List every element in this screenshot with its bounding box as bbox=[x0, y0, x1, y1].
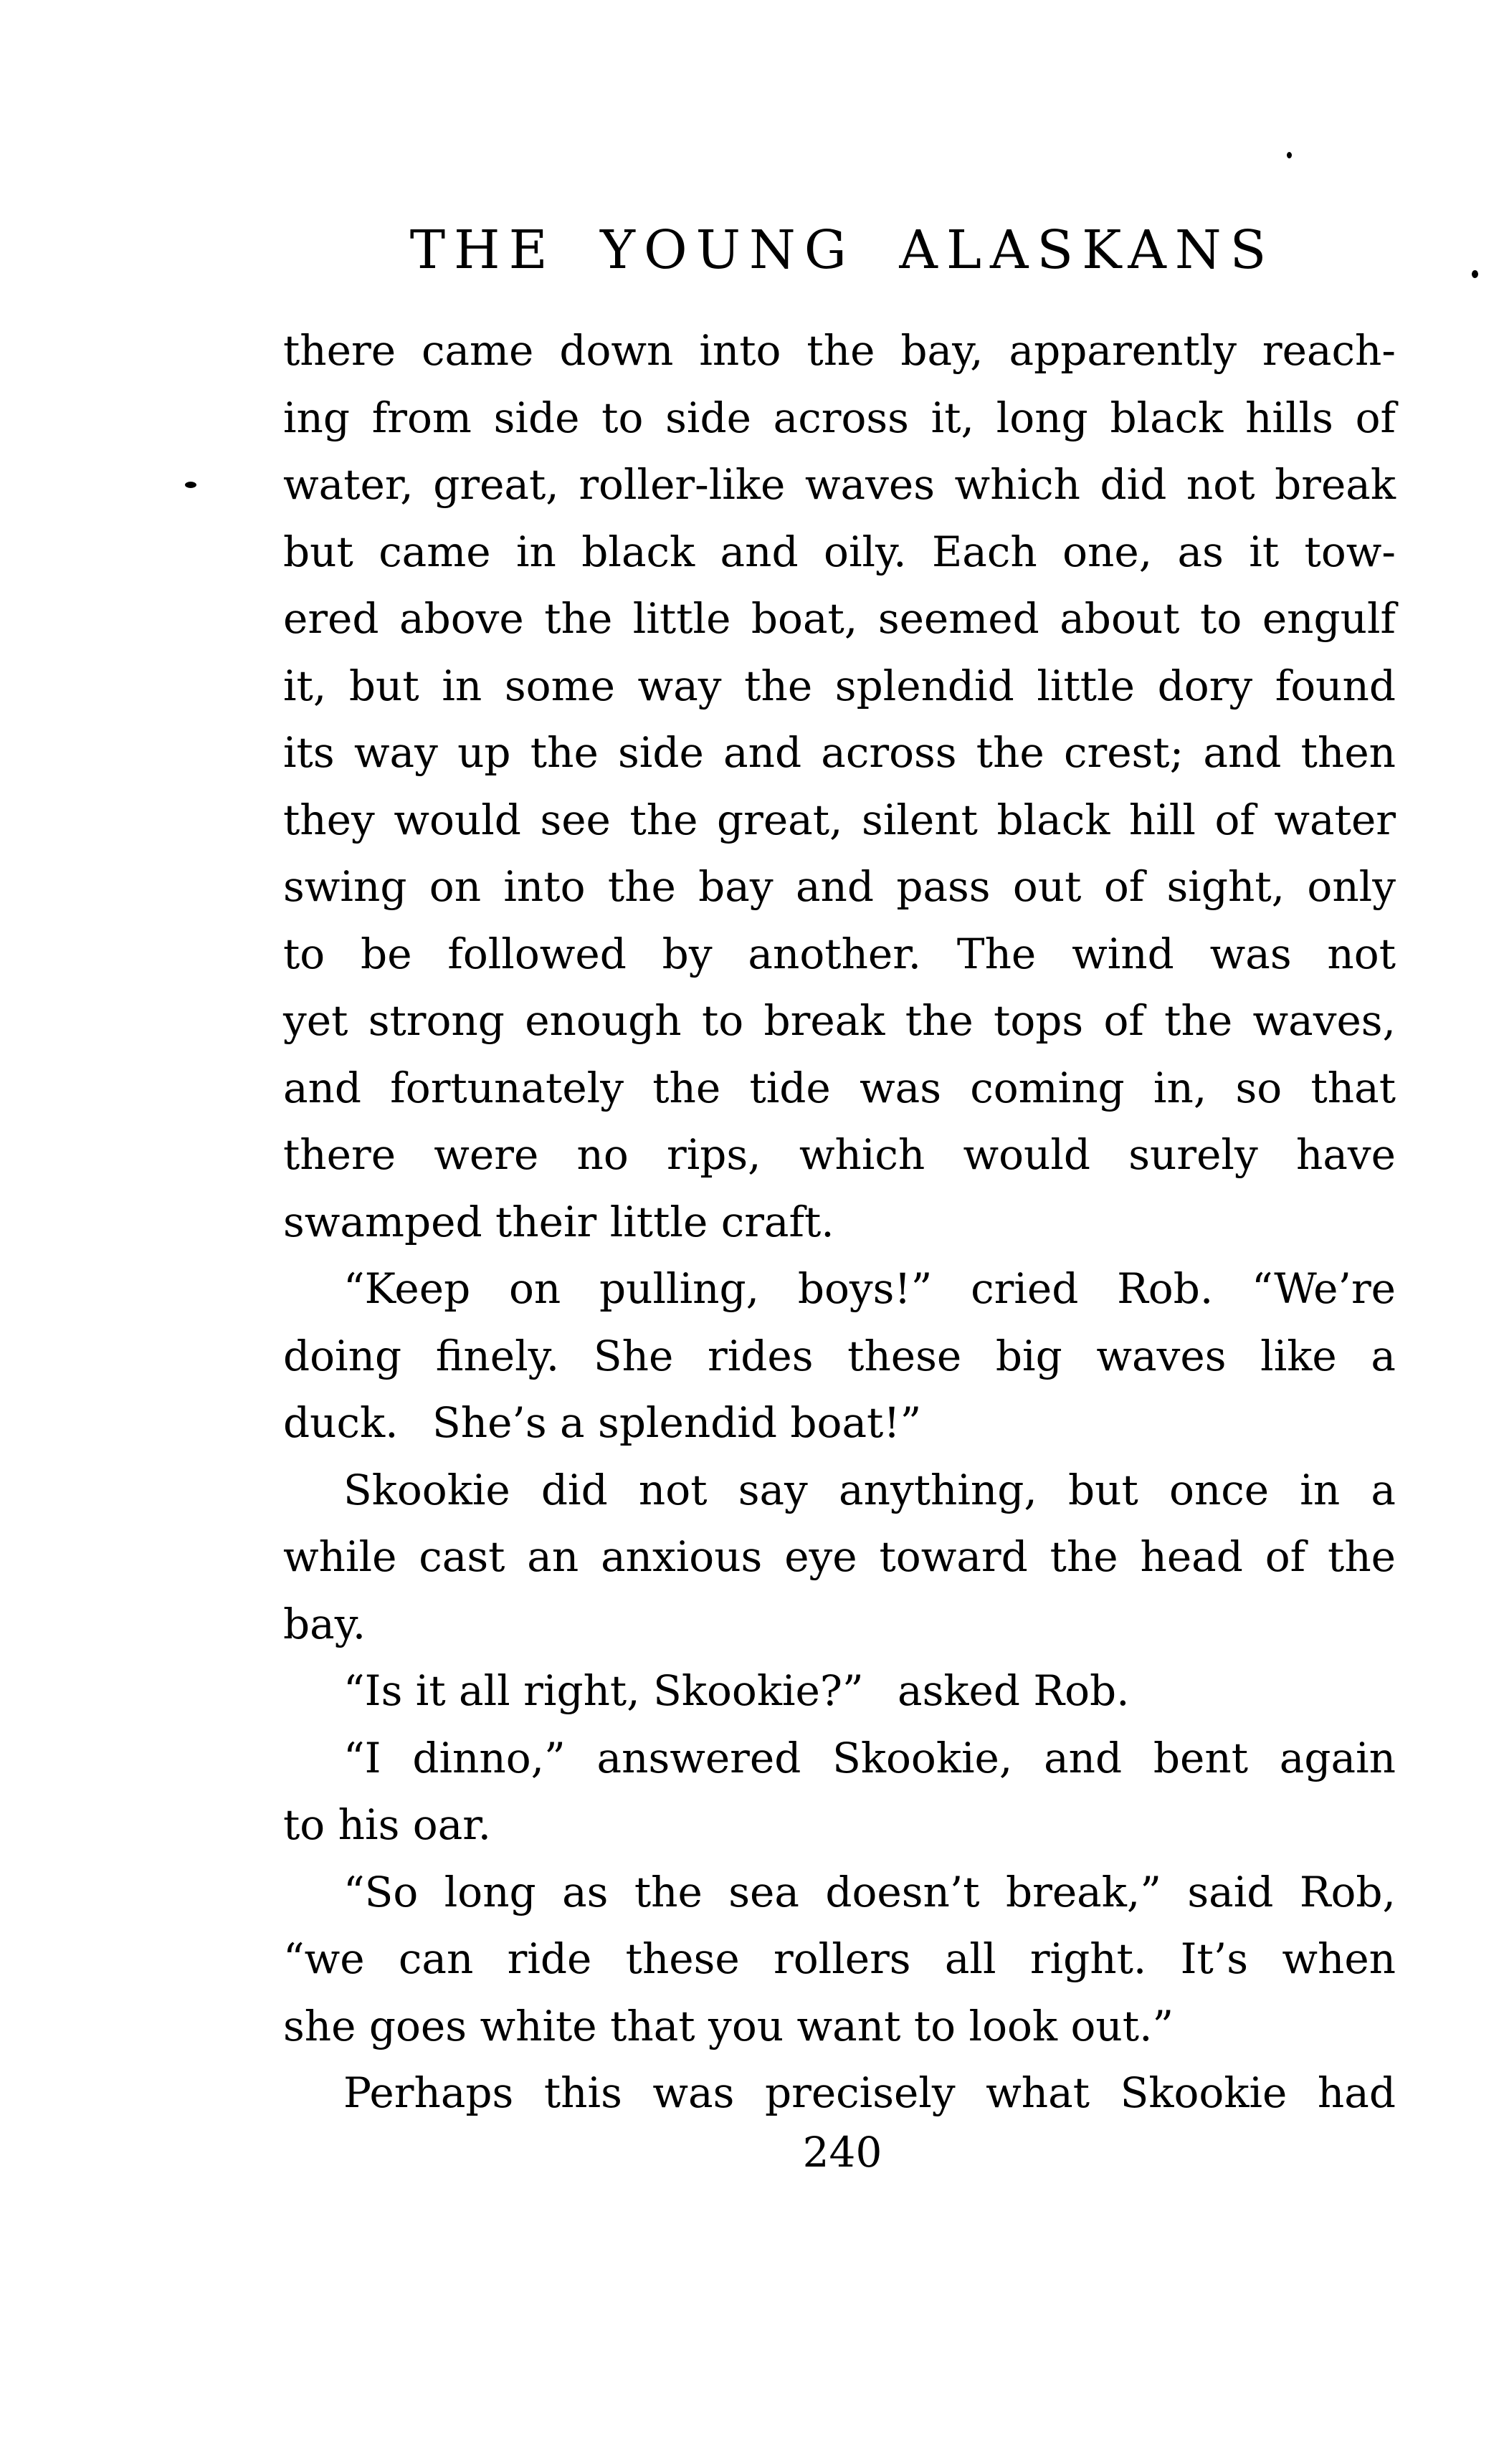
text-line: “Keep on pulling, boys!” cried Rob. “We’re bbox=[343, 1264, 1396, 1313]
text-line: it, but in some way the splendid little dory found bbox=[283, 661, 1396, 710]
running-head: THE YOUNG ALASKANS bbox=[409, 219, 1275, 281]
text-block bbox=[283, 317, 1396, 2127]
text-line: Skookie did not say anything, but once in a bbox=[343, 1465, 1396, 1514]
text-line: yet strong enough to break the tops of the waves, bbox=[283, 996, 1396, 1045]
scan-speck bbox=[185, 482, 196, 488]
text-line: Perhaps this was precisely what Skookie had bbox=[343, 2068, 1396, 2117]
text-line: to be followed by another. The wind was not bbox=[283, 929, 1396, 978]
page-number: 240 bbox=[802, 2128, 882, 2177]
scan-speck bbox=[1472, 270, 1478, 278]
text-line: while cast an anxious eye toward the head of the bbox=[283, 1532, 1396, 1581]
text-line: ered above the little boat, seemed about to engulf bbox=[283, 594, 1396, 643]
text-line: water, great, roller-like waves which did not break bbox=[283, 460, 1396, 509]
text-line: “we can ride these rollers all right. It’s when bbox=[283, 1934, 1396, 1983]
text-line: swamped their little craft. bbox=[283, 1197, 834, 1246]
text-line: and fortunately the tide was coming in, so that bbox=[283, 1063, 1396, 1112]
text-line: bay. bbox=[283, 1599, 366, 1648]
text-line: its way up the side and across the crest; and then bbox=[283, 728, 1396, 777]
text-line: doing finely. She rides these big waves like a bbox=[283, 1331, 1396, 1380]
text-line: but came in black and oily. Each one, as it tow- bbox=[283, 527, 1396, 576]
text-line: swing on into the bay and pass out of sight, only bbox=[283, 862, 1396, 911]
text-line: ing from side to side across it, long black hills of bbox=[283, 393, 1396, 442]
text-line: “Is it all right, Skookie?” asked Rob. bbox=[343, 1666, 1130, 1715]
text-line: to his oar. bbox=[283, 1800, 492, 1849]
scan-speck bbox=[1287, 152, 1292, 158]
text-line: “I dinno,” answered Skookie, and bent again bbox=[343, 1733, 1396, 1782]
text-line: there came down into the bay, apparently reach- bbox=[283, 326, 1396, 375]
text-line: there were no rips, which would surely have bbox=[283, 1130, 1396, 1179]
text-line: duck. She’s a splendid boat!” bbox=[283, 1398, 922, 1447]
text-line: she goes white that you want to look out.” bbox=[283, 2001, 1174, 2050]
text-line: they would see the great, silent black hill of water bbox=[283, 795, 1396, 844]
text-line: “So long as the sea doesn’t break,” said Rob, bbox=[343, 1867, 1396, 1916]
